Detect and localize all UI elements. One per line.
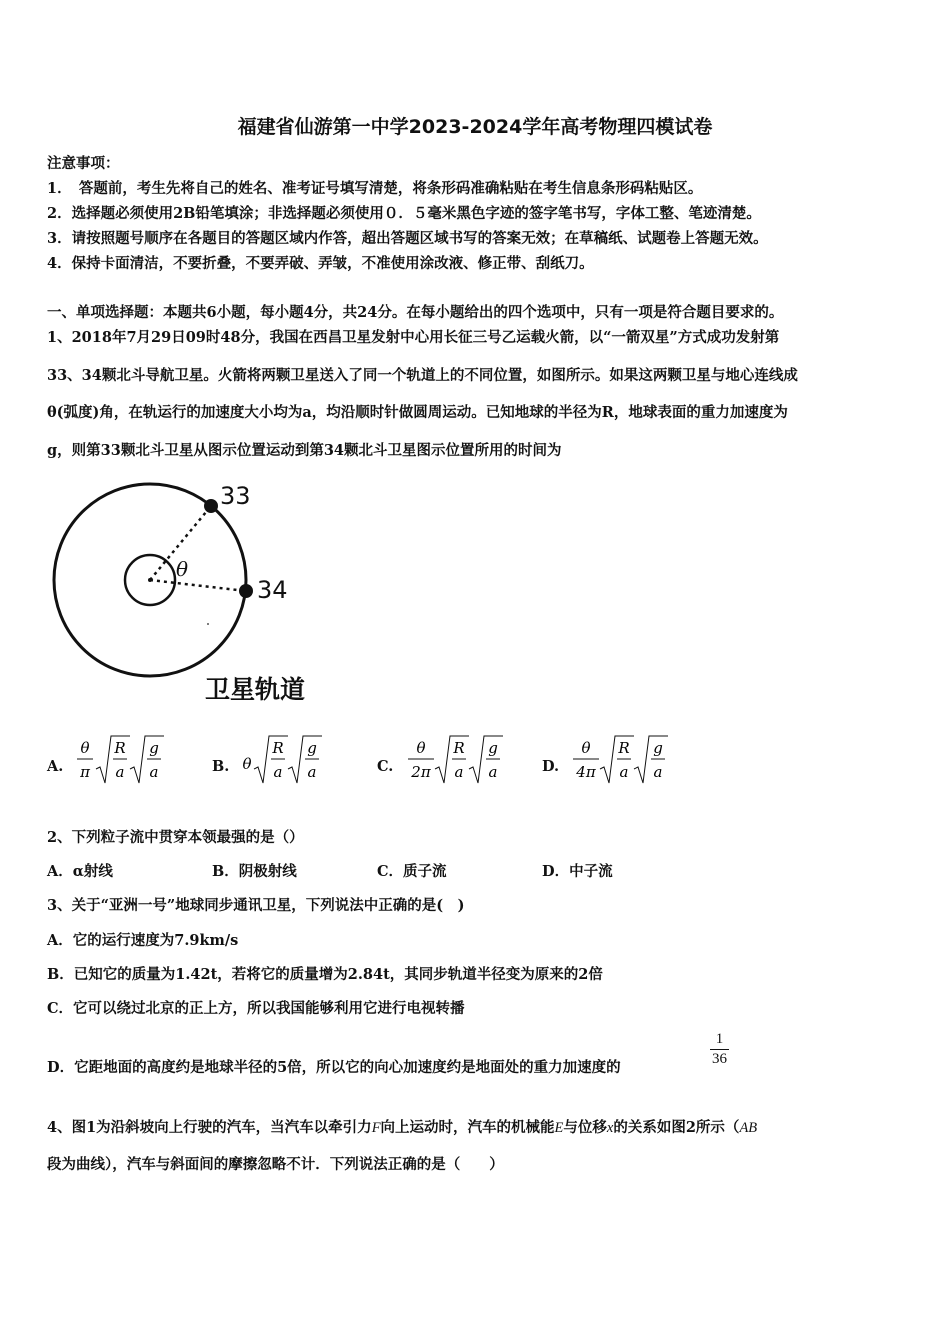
svg-text:a: a [149, 763, 159, 781]
q1-option-a-letter[interactable]: A. [47, 758, 64, 775]
q2-option-d[interactable]: D．中子流 [542, 863, 613, 880]
q1-option-b-letter[interactable]: B. [212, 758, 230, 775]
satellite-34 [239, 584, 253, 598]
svg-text:a: a [307, 763, 317, 781]
svg-text:2π: 2π [411, 763, 431, 781]
svg-text:a: a [619, 763, 629, 781]
svg-text:R: R [114, 739, 126, 757]
q3-option-a[interactable]: A．它的运行速度为7.9km/s [47, 932, 239, 949]
q3-option-b[interactable]: B．已知它的质量为1.42t，若将它的质量增为2.84t，其同步轨道半径变为原来的2倍 [47, 966, 603, 983]
section-heading: 一、单项选择题：本题共6小题，每小题4分，共24分。在每小题给出的四个选项中，只有一项是符合题目要求的。 [47, 304, 784, 321]
q3-option-c[interactable]: C．它可以绕过北京的正上方，所以我国能够利用它进行电视转播 [47, 1000, 465, 1017]
svg-text:a: a [454, 763, 464, 781]
svg-text:a: a [653, 763, 663, 781]
label-34: 34 [257, 576, 288, 604]
svg-text:θ: θ [581, 739, 591, 757]
var-AB: AB [739, 1120, 758, 1136]
var-x: x [606, 1120, 614, 1136]
q2-stem: 2、下列粒子流中贯穿本领最强的是（） [47, 829, 304, 846]
q1-option-a-formula [72, 733, 172, 791]
q2-option-a[interactable]: A．α射线 [47, 863, 113, 880]
satellite-33 [204, 499, 218, 513]
q3-option-d[interactable]: D．它距地面的高度约是地球半径的5倍，所以它的向心加速度约是地面处的重力加速度的 [47, 1059, 621, 1076]
q1-option-b-formula [236, 733, 326, 791]
svg-text:π: π [80, 763, 90, 781]
page-title: 福建省仙游第一中学2023-2024学年高考物理四模试卷 [237, 116, 713, 138]
q1-option-c-formula [403, 733, 507, 791]
q4-line-2: 段为曲线），汽车与斜面间的摩擦忽略不计．下列说法正确的是（ ） [47, 1156, 504, 1173]
svg-text:θ: θ [416, 739, 426, 757]
svg-text:R: R [272, 739, 284, 757]
svg-text:g: g [307, 739, 317, 757]
q1-line: 33、34颗北斗导航卫星。火箭将两颗卫星送入了同一个轨道上的不同位置，如图所示。如果这两颗卫星与地心连线成 [47, 367, 798, 384]
svg-text:g: g [488, 739, 498, 757]
q1-line: g，则第33颗北斗卫星从图示位置运动到第34颗北斗卫星图示位置所用的时间为 [47, 442, 562, 459]
figure-caption: 卫星轨道 [205, 675, 306, 704]
satellite-orbit-figure [50, 478, 340, 713]
q1-line: 1、2018年7月29日09时48分，我国在西昌卫星发射中心用长征三号乙运载火箭，以“一箭双星”方式成功发射第 [47, 329, 780, 346]
label-theta: θ [176, 557, 189, 581]
label-33: 33 [220, 482, 251, 510]
notice-heading: 注意事项： [47, 155, 120, 172]
notice-item: 3．请按照题号顺序在各题目的答题区域内作答，超出答题区域书写的答案无效；在草稿纸、试题卷上答题无效。 [47, 230, 768, 247]
q1-option-c-letter[interactable]: C. [377, 758, 394, 775]
var-F: F [371, 1120, 381, 1136]
svg-text:θ: θ [242, 755, 252, 773]
q2-option-b[interactable]: B．阴极射线 [212, 863, 297, 880]
q2-option-c[interactable]: C．质子流 [377, 863, 447, 880]
notice-item: 2．选择题必须使用2B铅笔填涂；非选择题必须使用０．５毫米黑色字迹的签字笔书写，字体工整、笔迹清楚。 [47, 205, 761, 222]
q3-stem: 3、关于“亚洲一号”地球同步通讯卫星，下列说法中正确的是( ) [47, 897, 465, 914]
q4-line-1: 4、图1为沿斜坡向上行驶的汽车，当汽车以牵引力F向上运动时，汽车的机械能E与位移x的关系如图2所示（AB [47, 1119, 758, 1136]
svg-text:a: a [115, 763, 125, 781]
var-E: E [554, 1120, 564, 1136]
notice-item: 4．保持卡面清洁，不要折叠，不要弄破、弄皱，不准使用涂改液、修正带、刮纸刀。 [47, 255, 594, 272]
q1-line: θ(弧度)角，在轨运行的加速度大小均为a，均沿顺时针做圆周运动。已知地球的半径为R，地球表面的重力加速度为 [47, 404, 788, 421]
svg-text:R: R [453, 739, 465, 757]
fraction-numerator: 1 [710, 1030, 729, 1050]
fraction-denominator: 36 [712, 1050, 727, 1067]
radius-line-34 [150, 580, 246, 591]
notice-item: 1． 答题前，考生先将自己的姓名、准考证号填写清楚，将条形码准确粘贴在考生信息条形码粘贴区。 [47, 180, 703, 197]
q1-option-d-formula [568, 733, 672, 791]
svg-text:a: a [273, 763, 283, 781]
svg-text:g: g [653, 739, 663, 757]
svg-text:g: g [149, 739, 159, 757]
svg-text:R: R [618, 739, 630, 757]
q1-option-d-letter[interactable]: D. [542, 758, 560, 775]
svg-text:4π: 4π [576, 763, 596, 781]
q3-d-fraction [710, 1030, 729, 1069]
svg-text:θ: θ [80, 739, 90, 757]
svg-text:a: a [488, 763, 498, 781]
